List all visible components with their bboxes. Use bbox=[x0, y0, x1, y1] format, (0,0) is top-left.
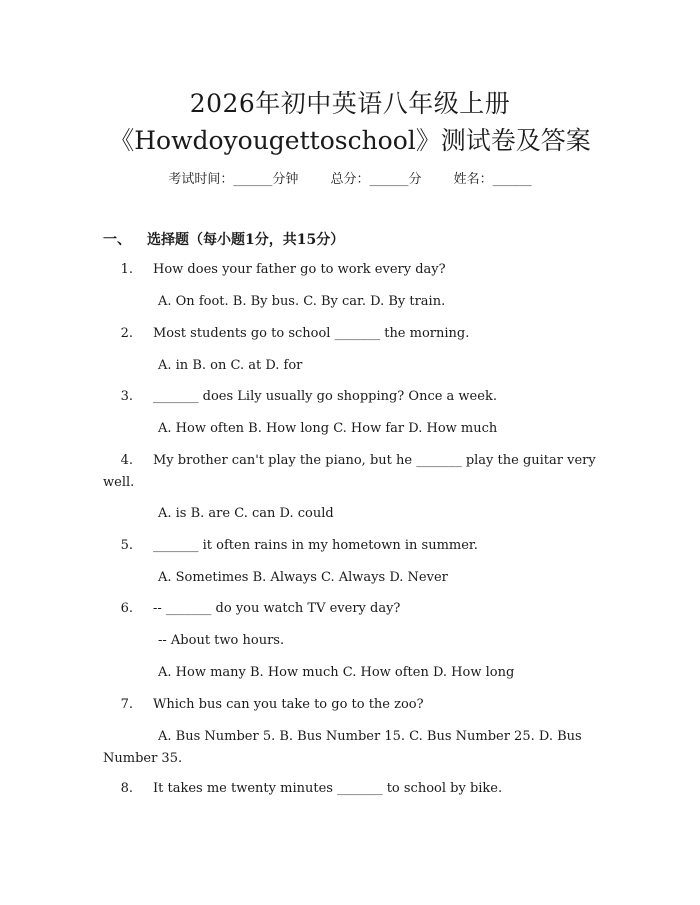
question-number: 5. bbox=[120, 538, 133, 553]
question-5 bbox=[103, 535, 597, 557]
question-8 bbox=[103, 778, 597, 800]
question-text: My brother can't play the piano, but he _______ play the guitar very well. bbox=[103, 453, 596, 490]
question-2 bbox=[103, 323, 597, 345]
exam-time: 考试时间：______分钟 bbox=[168, 172, 299, 187]
question-7 bbox=[103, 694, 597, 716]
question-6-reply: -- About two hours. bbox=[158, 633, 285, 648]
question-6-options: A. How many B. How much C. How often D. How long bbox=[158, 665, 515, 680]
section-heading bbox=[103, 229, 344, 249]
question-7-options: A. Bus Number 5. B. Bus Number 15. C. Bus Number 25. D. Bus Number 35. bbox=[103, 729, 582, 766]
question-5-options: A. Sometimes B. Always C. Always D. Never bbox=[158, 570, 448, 585]
question-6 bbox=[103, 598, 597, 620]
section-title: 选择题（每小题1分，共15分） bbox=[147, 232, 345, 248]
title-line-1: 2026年初中英语八年级上册 bbox=[189, 89, 511, 118]
question-text: _______ does Lily usually go shopping? Once a week. bbox=[153, 389, 497, 404]
question-text: Which bus can you take to go to the zoo? bbox=[153, 697, 424, 712]
question-2-options: A. in B. on C. at D. for bbox=[158, 358, 303, 373]
question-number: 7. bbox=[120, 697, 133, 712]
question-number: 4. bbox=[120, 453, 133, 468]
question-text: How does your father go to work every day? bbox=[153, 262, 446, 277]
section-number: 一、 bbox=[103, 232, 131, 248]
question-3-options: A. How often B. How long C. How far D. How much bbox=[158, 421, 498, 436]
question-text: It takes me twenty minutes _______ to school by bike. bbox=[153, 781, 503, 796]
question-text: -- _______ do you watch TV every day? bbox=[153, 601, 401, 616]
question-1 bbox=[103, 259, 597, 281]
question-text: Most students go to school _______ the morning. bbox=[153, 326, 470, 341]
question-number: 1. bbox=[120, 262, 133, 277]
exam-score: 总分：______分 bbox=[330, 172, 422, 187]
question-number: 3. bbox=[120, 389, 133, 404]
question-number: 2. bbox=[120, 326, 133, 341]
question-number: 8. bbox=[120, 781, 133, 796]
title-line-2: 《Howdoyougettoschool》测试卷及答案 bbox=[109, 126, 591, 155]
question-4-options: A. is B. are C. can D. could bbox=[158, 506, 334, 521]
question-4 bbox=[103, 450, 597, 494]
student-name: 姓名：______ bbox=[453, 172, 532, 187]
question-number: 6. bbox=[120, 601, 133, 616]
question-3 bbox=[103, 386, 597, 408]
question-text: _______ it often rains in my hometown in summer. bbox=[153, 538, 478, 553]
exam-info bbox=[0, 168, 700, 187]
question-1-options: A. On foot. B. By bus. C. By car. D. By train. bbox=[158, 294, 446, 309]
